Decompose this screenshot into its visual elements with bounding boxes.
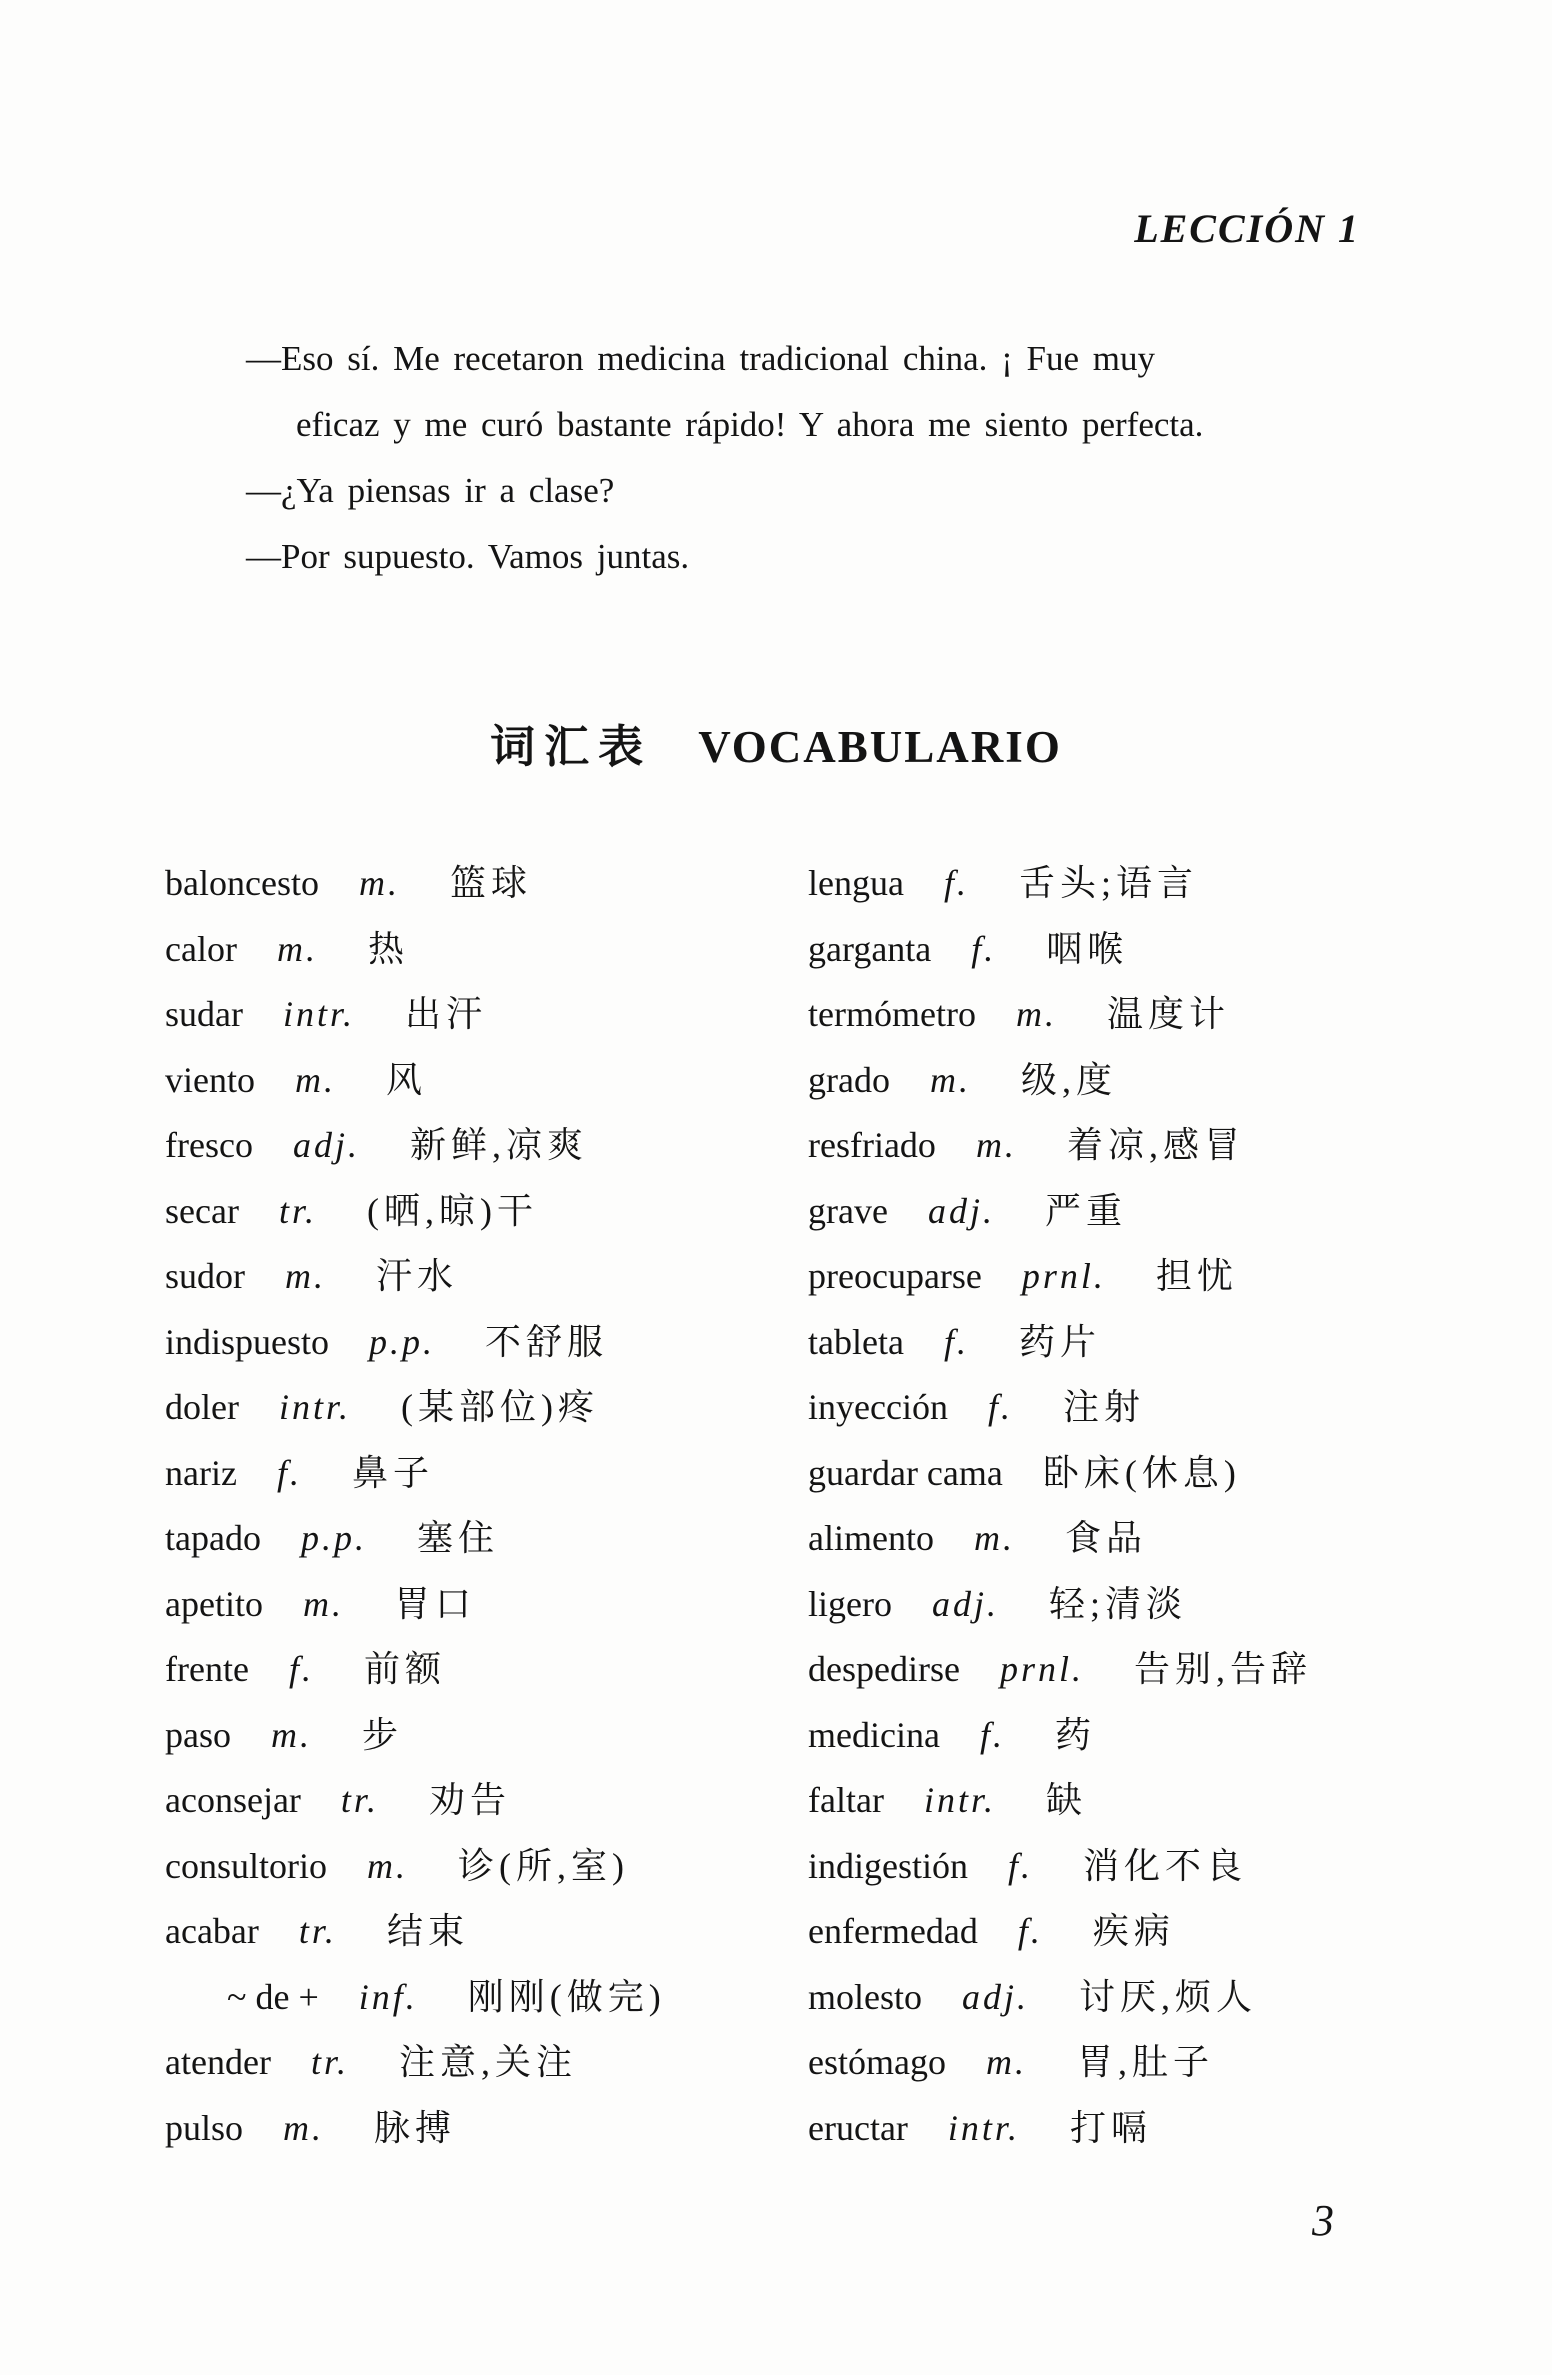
vocab-gloss: 劝告 [428,1780,511,1820]
vocab-pos: prnl. [1021,1256,1106,1296]
vocab-column-right [808,851,1312,2161]
vocab-entry [808,1703,1312,1769]
vocab-entry [165,1048,666,1114]
vocabulary-heading-es: VOCABULARIO [698,722,1062,772]
vocab-entry [165,1834,666,1900]
vocab-word: calor [165,928,237,969]
vocab-pos: f. [943,1321,969,1362]
vocab-pos: intr. [278,1387,351,1427]
vocab-entry [165,917,666,983]
vocab-entry [165,1703,666,1769]
vocab-pos: f. [987,1387,1013,1427]
vocab-entry [808,1768,1312,1834]
vocab-word: eructar [808,2107,908,2148]
vocab-pos: m. [302,1583,344,1624]
vocab-gloss: 风 [385,1059,427,1100]
vocab-entry [165,1375,666,1441]
vocab-gloss: 结束 [386,1911,469,1951]
vocab-pos: f. [276,1452,302,1493]
vocab-word: paso [165,1714,231,1755]
vocab-word: viento [165,1059,255,1100]
vocab-entry [808,1113,1312,1179]
vocab-gloss: (晒,晾)干 [366,1190,538,1231]
vocab-gloss: 鼻子 [351,1452,434,1493]
vocab-pos: tr. [298,1911,337,1951]
vocab-word: apetito [165,1583,263,1624]
dialogue-line: —Eso sí. Me recetaron medicina tradicional china. ¡ Fue muy [246,339,1156,378]
vocab-word: atender [165,2042,271,2082]
vocab-word: faltar [808,1780,884,1820]
vocab-word: garganta [808,928,932,969]
vocab-pos: f. [979,1714,1005,1755]
vocab-entry [808,982,1312,1048]
vocab-word: guardar cama [808,1452,1003,1493]
vocab-gloss: 脉搏 [374,2107,457,2148]
vocab-word: consultorio [165,1845,327,1886]
vocab-word: despedirse [808,1649,960,1689]
vocab-entry [808,1637,1312,1703]
vocab-entry [808,851,1312,917]
vocab-entry [808,1048,1312,1114]
vocab-entry [808,1244,1312,1310]
vocab-entry [165,1572,666,1638]
vocab-gloss: 咽喉 [1046,928,1129,969]
vocab-entry [808,1179,1312,1245]
vocab-entry [808,2030,1312,2096]
vocab-pos: intr. [282,994,356,1034]
vocab-pos: intr. [923,1780,996,1820]
vocab-word: pulso [165,2107,244,2148]
vocab-gloss: 药片 [1018,1321,1101,1362]
vocab-pos: inf. [358,1976,418,2017]
vocab-entry [808,2096,1312,2162]
vocab-pos: adj. [292,1125,360,1165]
vocab-word: baloncesto [165,863,319,903]
vocab-word: aconsejar [165,1780,301,1820]
vocab-pos: m. [929,1059,971,1100]
vocab-word: grave [808,1190,888,1231]
vocab-pos: m. [366,1845,408,1886]
vocab-gloss: 胃,肚子 [1076,2042,1214,2082]
vocab-pos: f. [288,1649,314,1689]
vocab-word: alimento [808,1518,934,1558]
vocab-entry [165,982,666,1048]
vocab-entry [808,1572,1312,1638]
vocab-gloss: 打嗝 [1069,2107,1152,2148]
vocab-pos: m. [294,1059,336,1100]
vocab-entry [808,1834,1312,1900]
vocab-word: nariz [165,1452,237,1493]
vocab-gloss: 胃口 [393,1583,476,1624]
vocab-entry [808,1375,1312,1441]
vocab-gloss: 刚刚(做完) [467,1976,666,2017]
dialogue-line: —Por supuesto. Vamos juntas. [246,537,690,576]
vocab-gloss: 诊(所,室) [457,1845,629,1886]
vocab-pos: m. [276,928,318,969]
vocab-gloss: 告别,告辞 [1133,1649,1312,1689]
vocab-gloss: 级,度 [1020,1059,1117,1100]
vocab-entry [165,1179,666,1245]
vocab-word: preocuparse [808,1256,982,1296]
vocab-entry [165,1113,666,1179]
vocab-column-left [165,851,666,2161]
vocab-entry [165,2096,666,2162]
vocab-gloss: 温度计 [1106,994,1230,1034]
vocab-gloss: 热 [367,928,409,969]
dialogue-line: —¿Ya piensas ir a clase? [246,471,615,510]
vocab-entry [165,1768,666,1834]
vocab-word: molesto [808,1976,922,2017]
vocab-pos: intr. [947,2107,1020,2148]
vocab-gloss: 舌头;语言 [1018,863,1198,903]
vocab-pos: m. [358,863,400,903]
vocab-gloss: 步 [362,1714,404,1755]
vocab-entry [808,1899,1312,1965]
vocab-entry [165,1441,666,1507]
vocab-gloss: 前额 [363,1649,446,1689]
vocab-pos: tr. [278,1190,317,1231]
vocab-word: grado [808,1059,890,1100]
vocab-word: tapado [165,1518,261,1558]
vocab-pos: m. [285,1256,326,1296]
vocab-gloss: 不舒服 [485,1321,609,1362]
vocab-word: sudar [165,994,243,1034]
vocab-word: medicina [808,1714,940,1755]
vocab-gloss: 缺 [1045,1780,1087,1820]
vocab-word: fresco [165,1125,253,1165]
vocab-word: resfriado [808,1125,936,1165]
vocab-word: sudor [165,1256,245,1296]
vocab-entry [165,1899,666,1965]
vocab-pos: m. [1015,994,1057,1034]
vocab-pos: p.p. [369,1321,436,1362]
vocab-pos: m. [283,2107,325,2148]
vocab-pos: m. [271,1714,312,1755]
vocab-word: lengua [808,863,904,903]
vocab-word: inyección [808,1387,948,1427]
vocab-gloss: 出汗 [405,994,488,1034]
vocab-word: frente [165,1649,249,1689]
vocabulary-heading-zh: 词汇表 [490,722,653,772]
vocab-gloss: 药 [1054,1714,1096,1755]
vocab-word: indigestión [808,1845,968,1886]
vocab-word: termómetro [808,994,976,1034]
vocab-pos: m. [975,1125,1017,1165]
vocab-pos: tr. [310,2042,349,2082]
vocab-pos: tr. [340,1780,379,1820]
vocab-pos: f. [1008,1845,1034,1886]
vocab-entry [808,1965,1312,2031]
vocab-gloss: 着凉,感冒 [1066,1125,1245,1165]
vocab-gloss: 食品 [1064,1518,1147,1558]
vocab-word: secar [165,1190,239,1231]
vocab-entry [165,1637,666,1703]
vocab-word: estómago [808,2042,946,2082]
vocab-word: ligero [808,1583,892,1624]
vocab-gloss: 卧床(休息) [1042,1452,1241,1493]
vocab-gloss: 塞住 [416,1518,499,1558]
lesson-title: LECCIÓN 1 [1134,206,1360,251]
vocab-entry [165,1310,666,1376]
vocab-word: acabar [165,1911,259,1951]
vocab-gloss: 注射 [1062,1387,1145,1427]
vocab-entry [165,1244,666,1310]
vocab-gloss: 疾病 [1092,1911,1175,1951]
vocab-gloss: 严重 [1044,1190,1127,1231]
vocab-pos: p.p. [300,1518,367,1558]
vocab-gloss: (某部位)疼 [401,1387,599,1427]
vocab-pos: f. [943,863,969,903]
dialogue-line: eficaz y me curó bastante rápido! Y ahora me siento perfecta. [296,405,1204,444]
vocab-entry [808,917,1312,983]
vocab-pos: adj. [931,1583,999,1624]
vocab-pos: f. [971,928,997,969]
vocab-pos: adj. [962,1976,1030,2017]
vocab-entry [808,1310,1312,1376]
vocab-entry [808,1506,1312,1572]
dialogue-block [246,326,1436,590]
vocab-word: tableta [808,1321,904,1362]
vocab-pos: m. [985,2042,1027,2082]
vocab-gloss: 讨厌,烦人 [1079,1976,1258,2017]
vocab-entry [808,1441,1312,1507]
vocab-entry [165,1506,666,1572]
vocab-gloss: 篮球 [449,863,532,903]
vocab-pos: m. [973,1518,1015,1558]
vocab-gloss: 消化不良 [1083,1845,1248,1886]
vocab-gloss: 轻;清淡 [1049,1583,1188,1624]
vocab-word: enfermedad [808,1911,978,1951]
vocab-gloss: 新鲜,凉爽 [409,1125,588,1165]
page-number: 3 [1312,2196,1334,2245]
vocab-word: indispuesto [165,1321,330,1362]
vocab-gloss: 担忧 [1155,1256,1238,1296]
vocab-entry [165,851,666,917]
vocab-pos: f. [1017,1911,1043,1951]
vocab-word: ~ de + [227,1976,319,2017]
vocabulary-heading [0,710,1552,775]
vocab-pos: prnl. [999,1649,1084,1689]
vocab-gloss: 注意,关注 [398,2042,577,2082]
vocab-gloss: 汗水 [376,1256,459,1296]
vocab-entry [165,2030,666,2096]
vocab-entry [165,1965,666,2031]
vocab-pos: adj. [927,1190,995,1231]
vocab-word: doler [165,1387,239,1427]
